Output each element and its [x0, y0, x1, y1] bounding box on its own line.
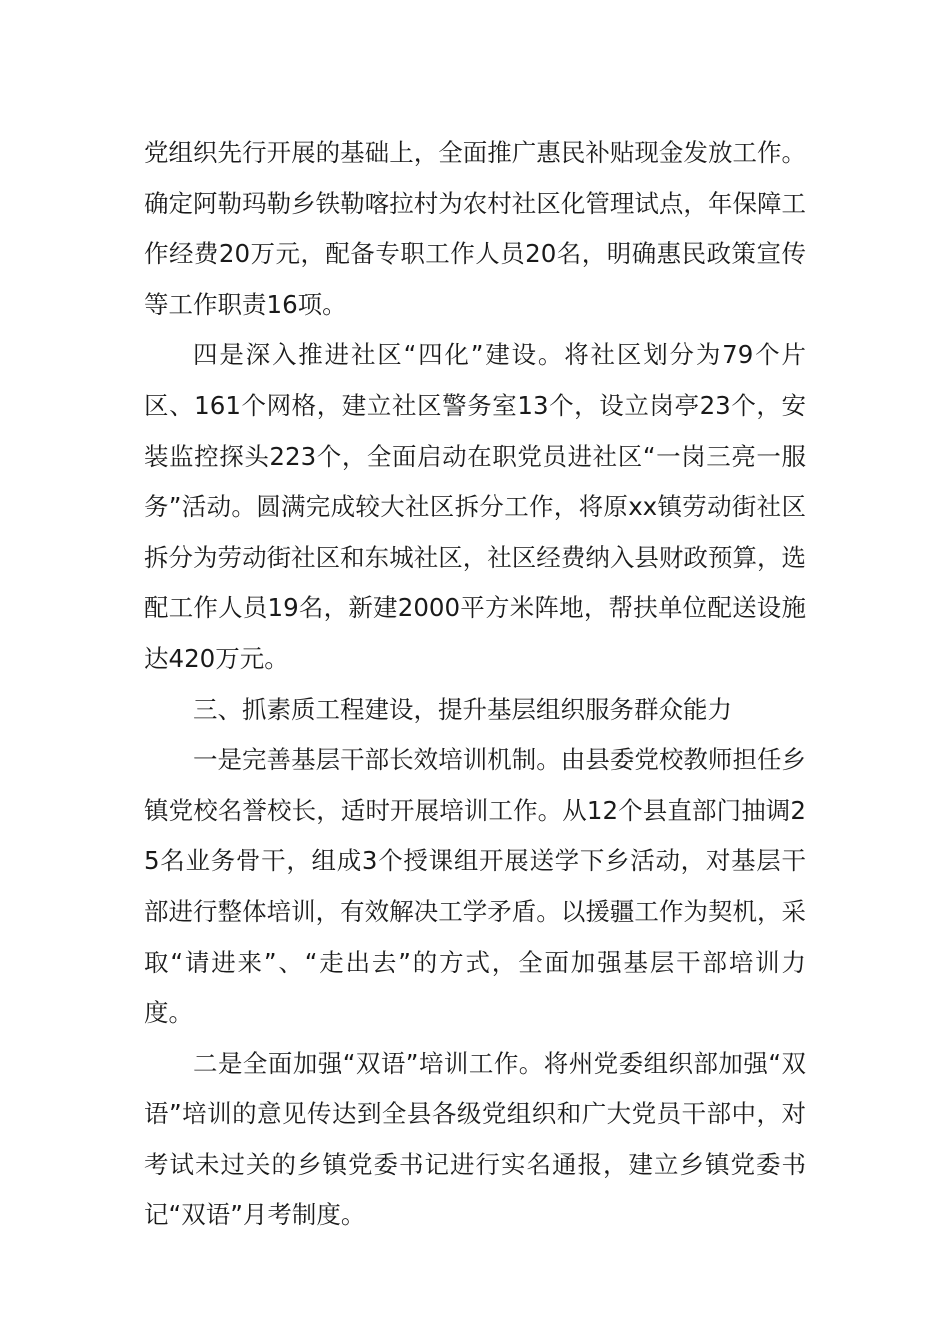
- document-body: [144, 128, 806, 1241]
- paragraph-cadre-training: 一是完善基层干部长效培训机制。由县委党校教师担任乡镇党校名誉校长，适时开展培训工作。从12个县直部门抽调25名业务骨干，组成3个授课组开展送学下乡活动，对基层干部进行整体培训，有效解决工学矛盾。以援疆工作为契机，采取“请进来”、“走出去”的方式，全面加强基层干部培训力度。: [144, 745, 806, 1028]
- paragraph-continuation: 党组织先行开展的基础上，全面推广惠民补贴现金发放工作。确定阿勒玛勒乡铁勒喀拉村为农村社区化管理试点，年保障工作经费20万元，配备专职工作人员20名，明确惠民政策宣传等工作职责16项。: [144, 138, 806, 319]
- section-heading-quality-project: 三、抓素质工程建设，提升基层组织服务群众能力: [193, 694, 732, 724]
- paragraph-community-construction: 四是深入推进社区“四化”建设。将社区划分为79个片区、161个网格，建立社区警务室13个，设立岗亭23个，安装监控探头223个，全面启动在职党员进社区“一岗三亮一服务”活动。圆满完成较大社区拆分工作，将原xx镇劳动街社区拆分为劳动街社区和东城社区，社区经费纳入县财政预算，选配工作人员19名，新建2000平方米阵地，帮扶单位配送设施达420万元。: [144, 340, 806, 673]
- paragraph-bilingual-training: 二是全面加强“双语”培训工作。将州党委组织部加强“双语”培训的意见传达到全县各级党组织和广大党员干部中，对考试未过关的乡镇党委书记进行实名通报，建立乡镇党委书记“双语”月考制度。: [144, 1048, 806, 1230]
